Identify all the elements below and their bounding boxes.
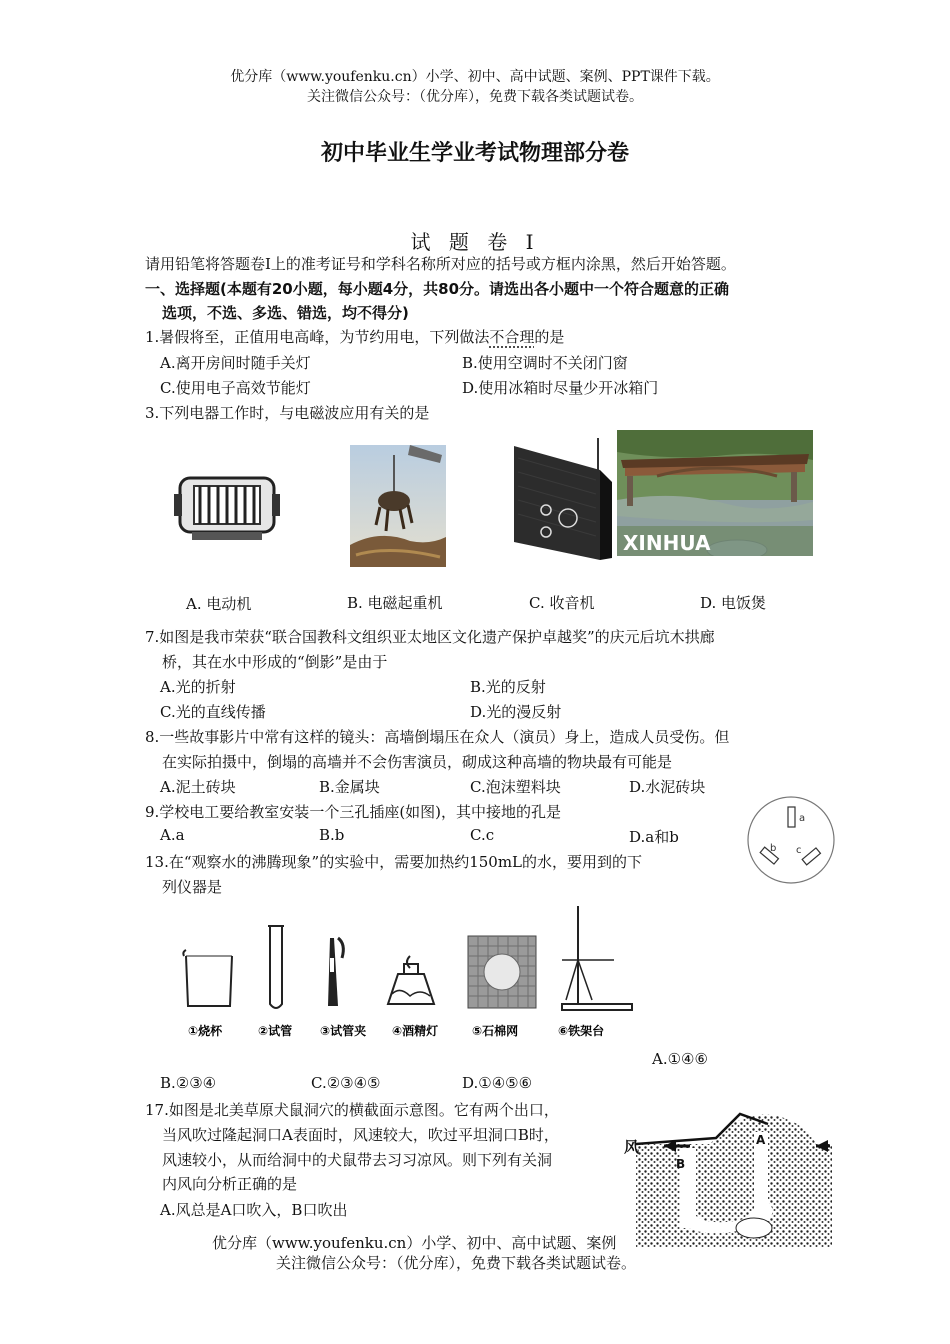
q13-option-a: A.①④⑥ (652, 1050, 708, 1068)
q7-stem-line2: 桥，其在水中形成的“倒影”是由于 (162, 653, 388, 671)
q9-option-c: C.c (470, 826, 495, 844)
burrow-label-b: B (676, 1157, 686, 1171)
q13-option-b: B.②③④ (160, 1074, 217, 1092)
q1-stem-part-a: 1.暑假将至，正值用电高峰，为节约用电，下列做法 (145, 328, 490, 346)
q1-option-a: A.离开房间时随手关灯 (160, 354, 311, 372)
q13-stem-line2: 列仪器是 (162, 878, 223, 896)
part1-heading-line2: 选项，不选、多选、错选，均不得分) (162, 304, 409, 322)
wind-label: 风 (624, 1138, 640, 1156)
q13-option-c: C.②③④⑤ (311, 1074, 381, 1092)
apparatus-label-3: ③试管夹 (320, 1024, 367, 1038)
q1-stem-part-b: 的是 (534, 328, 565, 346)
q1-stem (145, 326, 564, 347)
q9-option-b: B.b (319, 826, 345, 844)
q17-stem-line4: 内风向分析正确的是 (162, 1175, 298, 1193)
xinhua-watermark: XINHUA (623, 531, 711, 555)
burrow-label-a: A (756, 1133, 766, 1147)
test-tube-image (268, 926, 284, 1008)
test-tube-clamp-image (328, 938, 343, 1006)
q17-option-a: A.风总是A口吹入，B口吹出 (160, 1201, 348, 1219)
document-title: 初中毕业生学业考试物理部分卷 (320, 141, 629, 166)
q3-stem: 3.下列电器工作时，与电磁波应用有关的是 (145, 404, 430, 422)
apparatus-label-2: ②试管 (258, 1024, 293, 1038)
apparatus-label-6: ⑥铁架台 (558, 1024, 605, 1038)
section-title: 试 题 卷 Ⅰ (410, 230, 540, 254)
prairie-dog-burrow-diagram (620, 1104, 834, 1248)
q1-option-b: B.使用空调时不关闭门窗 (462, 354, 628, 372)
apparatus-label-1: ①烧杯 (188, 1024, 223, 1038)
q8-stem-line1: 8.一些故事影片中常有这样的镜头：高墙倒塌压在众人（演员）身上，造成人员受伤。但 (145, 728, 730, 746)
covered-bridge-photo (617, 430, 813, 556)
q8-option-d: D.水泥砖块 (629, 778, 706, 796)
q8-option-a: A.泥土砖块 (160, 778, 236, 796)
asbestos-net-image (468, 936, 536, 1008)
q13-stem-line1: 13.在“观察水的沸腾现象”的实验中，需要加热约150mL的水，要用到的下 (145, 853, 643, 871)
alcohol-lamp-image (388, 956, 434, 1004)
q8-option-b: B.金属块 (319, 778, 380, 796)
q3-option-d: D. 电饭煲 (700, 594, 767, 612)
socket-label-a: a (799, 813, 806, 824)
lab-apparatus-figure (178, 898, 634, 1046)
q1-option-c: C.使用电子高效节能灯 (160, 379, 311, 397)
q9-stem: 9.学校电工要给教室安装一个三孔插座(如图)，其中接地的孔是 (145, 803, 562, 821)
part1-heading-line1: 一、选择题(本题有20小题，每小题4分，共80分。请选出各小题中一个符合题意的正确 (145, 280, 730, 298)
q3-option-a: A. 电动机 (186, 595, 252, 613)
q17-stem-line2: 当风吹过隆起洞口A表面时，风速较大，吹过平坦洞口B时， (162, 1126, 559, 1144)
q3-option-c: C. 收音机 (529, 594, 595, 612)
q7-stem-line1: 7.如图是我市荣获“联合国教科文组织亚太地区文化遗产保护卓越奖”的庆元后坑木拱廊 (145, 628, 715, 646)
page-footer-line2: 关注微信公众号：（优分库），免费下载各类试题试卷。 (276, 1254, 637, 1272)
socket-label-b: b (770, 843, 777, 854)
page-footer-line1: 优分库（www.youfenku.cn）小学、初中、高中试题、案例 (212, 1234, 617, 1252)
electric-motor-image (172, 468, 282, 548)
q7-option-c: C.光的直线传播 (160, 703, 266, 721)
electromagnetic-crane-image (350, 445, 446, 567)
q13-option-d: D.①④⑤⑥ (462, 1074, 533, 1092)
instruction-text: 请用铅笔将答题卷Ⅰ上的准考证号和学科名称所对应的括号或方框内涂黑，然后开始答题。 (145, 255, 736, 273)
q7-option-d: D.光的漫反射 (470, 703, 562, 721)
three-hole-socket-diagram (746, 795, 836, 885)
q1-option-d: D.使用冰箱时尽量少开冰箱门 (462, 379, 659, 397)
q1-stem-emphasis: 不合理 (489, 328, 535, 346)
apparatus-label-5: ⑤石棉网 (472, 1024, 519, 1038)
q7-option-a: A.光的折射 (160, 678, 236, 696)
q3-option-b: B. 电磁起重机 (347, 594, 443, 612)
q9-option-d: D.a和b (629, 828, 679, 846)
q9-option-a: A.a (160, 826, 185, 844)
socket-label-c: c (796, 845, 802, 856)
page-header-line2: 关注微信公众号：（优分库），免费下载各类试题试卷。 (307, 89, 643, 105)
radio-image (508, 438, 616, 566)
q8-stem-line2: 在实际拍摄中，倒塌的高墙并不会伤害演员，砌成这种高墙的物块最有可能是 (162, 753, 673, 771)
q17-stem-line3: 风速较小，从而给洞中的犬鼠带去习习凉风。则下列有关洞 (162, 1151, 553, 1169)
beaker-image (183, 950, 232, 1006)
page-header-line1: 优分库（www.youfenku.cn）小学、初中、高中试题、案例、PPT课件下载。 (230, 69, 720, 85)
q7-option-b: B.光的反射 (470, 678, 546, 696)
q8-option-c: C.泡沫塑料块 (470, 778, 561, 796)
iron-stand-image (562, 906, 632, 1010)
q17-stem-line1: 17.如图是北美草原犬鼠洞穴的横截面示意图。它有两个出口， (145, 1101, 559, 1119)
apparatus-label-4: ④酒精灯 (392, 1024, 439, 1038)
